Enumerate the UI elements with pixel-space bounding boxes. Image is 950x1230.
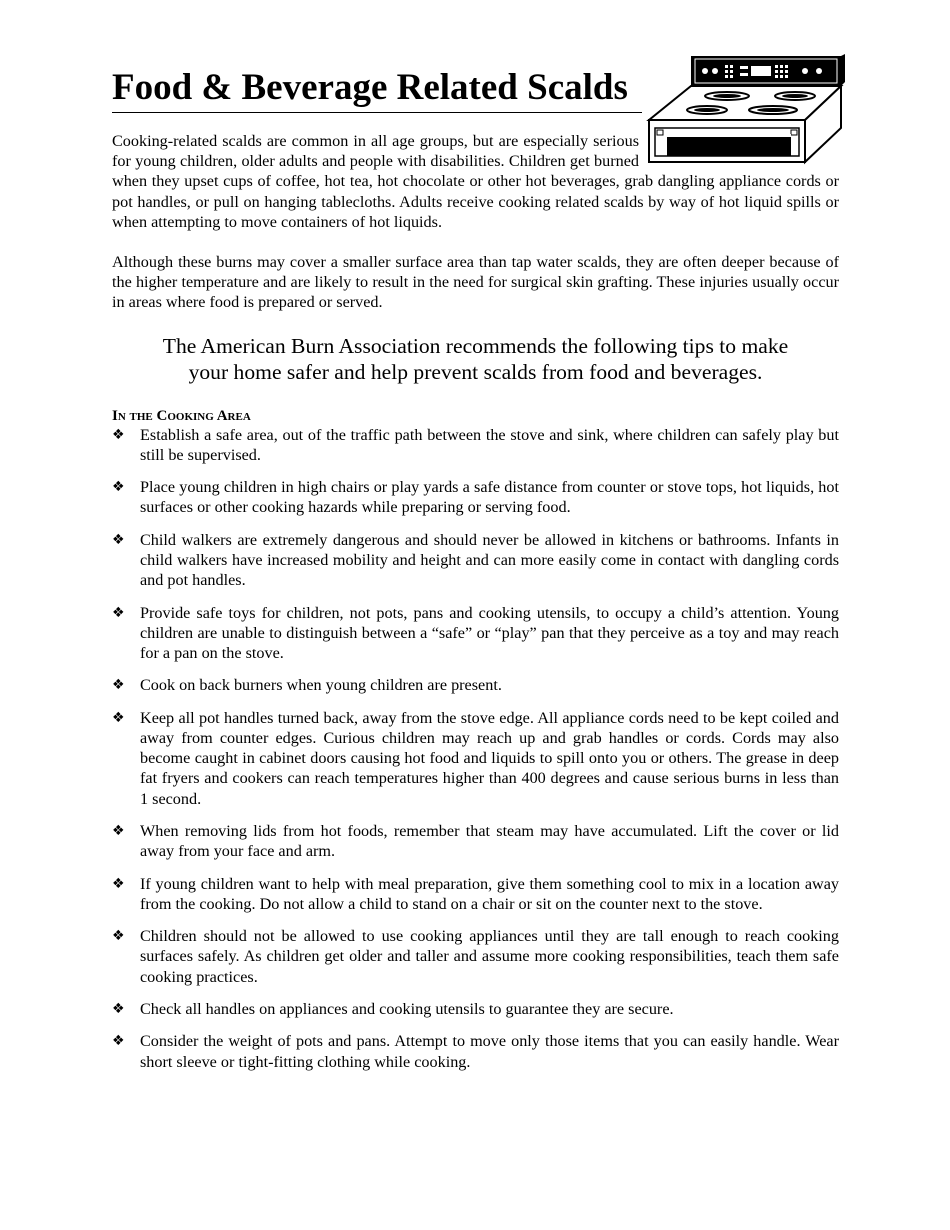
list-item [112,874,839,914]
tip-text: Cook on back burners when young children are present. [140,676,502,695]
diamond-bullet-icon: ❖ [112,1033,125,1050]
tip-text: If young children want to help with meal preparation, give them something cool to mix in a location away from the cooking. Do not allow a child to stand on a chair or sit on the counter next to the stove. [140,874,839,913]
page-title: Food & Beverage Related Scalds [112,66,642,113]
diamond-bullet-icon: ❖ [112,928,125,945]
list-item [112,821,839,861]
list-item [112,999,839,1019]
list-item [112,708,839,809]
diamond-bullet-icon: ❖ [112,1000,125,1017]
diamond-bullet-icon: ❖ [112,677,125,694]
list-item [112,425,839,465]
section-heading: In the Cooking Area [112,407,251,424]
tip-text: Keep all pot handles turned back, away from the stove edge. All appliance cords need to be kept coiled and away from counter edges. Curious children may reach up and grab handles or cords. Cords may also become caught in cabinet doors causing hot food and liquids to spill onto you or others. The grease in deep fat fryers and cookers can reach temperatures higher than 400 degrees and cause serious burns in less than 1 second. [140,708,839,808]
diamond-bullet-icon: ❖ [112,479,125,496]
tips-list [112,425,839,1072]
intro-paragraph: Cooking-related scalds are common in all age groups, but are especially serious for young children, older adults and people with disabilities. Children get burned when they upset cups of coffee, hot tea, hot chocolate or other hot beverages, grab dangling appliance cords or pot handles, or pull on hanging tablecloths. Adults receive cooking related scalds by way of hot liquid spills or when attempting to move containers of hot liquids. [112,132,839,231]
intro-paragraph: Although these burns may cover a smaller surface area than tap water scalds, they are often deeper because of the higher temperature and are likely to result in the need for surgical skin grafting. These injuries usually occur in areas where food is prepared or served. [112,253,839,312]
tip-text: Child walkers are extremely dangerous and should never be allowed in kitchens or bathrooms. Infants in child walkers have increased mobility and height and can more easily come in contact with dangling cords and pot handles. [140,530,839,590]
diamond-bullet-icon: ❖ [112,426,125,443]
diamond-bullet-icon: ❖ [112,531,125,548]
recommendation-callout: The American Burn Association recommends the following tips to make your home safer and help prevent scalds from food and beverages. [162,333,789,384]
tip-text: When removing lids from hot foods, remember that steam may have accumulated. Lift the cover or lid away from your face and arm. [140,822,839,861]
list-item [112,603,839,664]
electric-stove-icon [645,54,845,166]
tip-text: Children should not be allowed to use cooking appliances until they are tall enough to reach cooking surfaces safely. As children get older and taller and assume more cooking responsibilities, teach them safe cooking practices. [140,927,839,986]
tip-text: Check all handles on appliances and cooking utensils to guarantee they are secure. [140,999,674,1018]
list-item [112,1031,839,1071]
list-item [112,675,839,695]
diamond-bullet-icon: ❖ [112,709,125,726]
tip-text: Consider the weight of pots and pans. Attempt to move only those items that you can easily handle. Wear short sleeve or tight-fitting clothing while cooking. [140,1032,839,1071]
document-page [112,66,839,1084]
diamond-bullet-icon: ❖ [112,604,125,621]
tip-text: Provide safe toys for children, not pots, pans and cooking utensils, to occupy a child’s attention. Young children are unable to distinguish between a “safe” or “play” pan that they perceive as a toy and may reach for a pan on the stove. [140,603,839,663]
tip-text: Establish a safe area, out of the traffic path between the stove and sink, where children can safely play but still be supervised. [140,425,839,464]
diamond-bullet-icon: ❖ [112,875,125,892]
list-item [112,530,839,591]
diamond-bullet-icon: ❖ [112,823,125,839]
list-item [112,926,839,987]
list-item [112,477,839,517]
tip-text: Place young children in high chairs or play yards a safe distance from counter or stove tops, hot liquids, hot surfaces or other cooking hazards while preparing or serving food. [140,478,839,517]
